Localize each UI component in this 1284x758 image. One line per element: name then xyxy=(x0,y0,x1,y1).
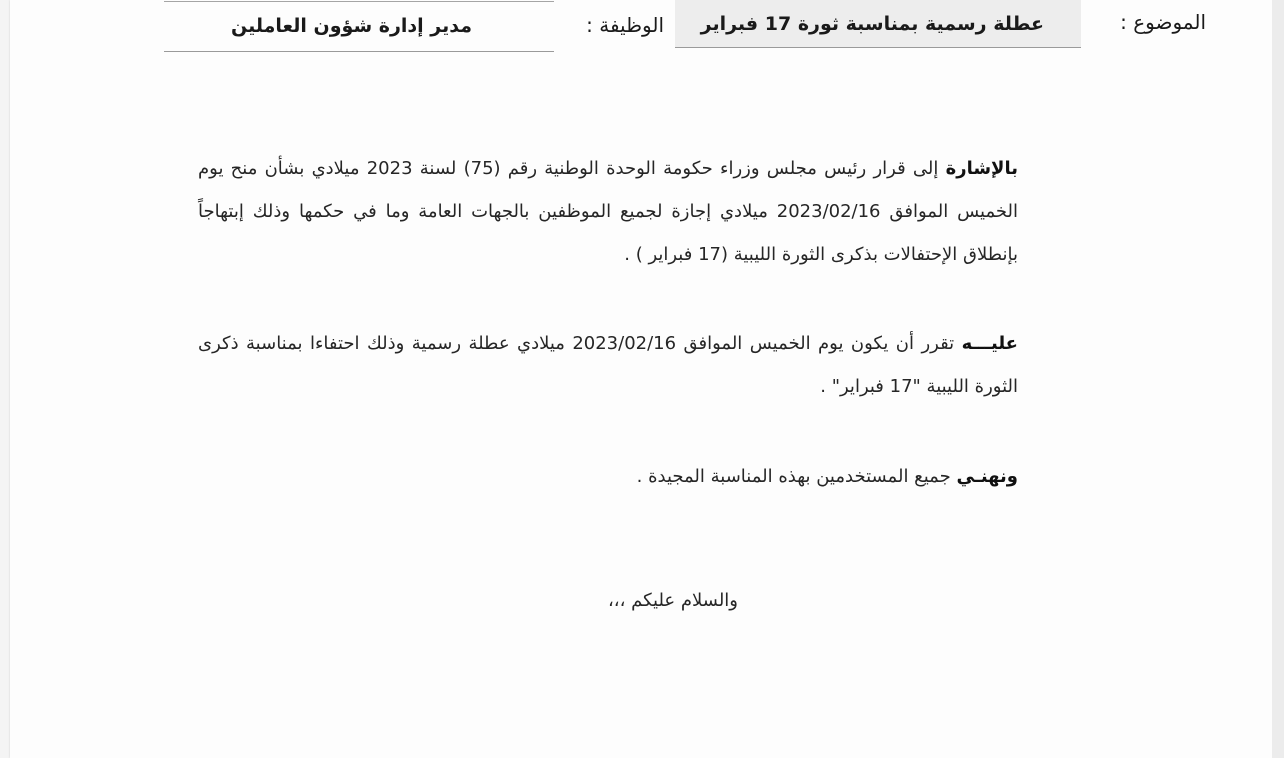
paragraph-reference xyxy=(198,147,1018,276)
job-label: الوظيفة : xyxy=(586,13,664,37)
paragraph-decision xyxy=(198,322,1018,408)
paragraph-decision-lead: عليـــه xyxy=(961,333,1018,354)
closing-greeting: والسلام عليكم ،،، xyxy=(607,590,738,611)
job-value: مدير إدارة شؤون العاملين xyxy=(231,15,472,37)
page-edge xyxy=(1272,0,1284,758)
subject-label: الموضوع : xyxy=(1120,10,1206,34)
paragraph-congrats xyxy=(637,466,1018,487)
paragraph-reference-text: إلى قرار رئيس مجلس وزراء حكومة الوحدة الوطنية رقم (75) لسنة 2023 ميلادي بشأن منح يوم الخميس الموافق 2023/02/16 ميلادي إجازة لجميع الموظفين بالجهات العامة وما في حكمها وذلك إبتهاجاً بإنطلاق الإحتفالات بذكرى الثورة الليبية (17 فبراير ) . xyxy=(198,158,1018,265)
subject-value: عطلة رسمية بمناسبة ثورة 17 فبراير xyxy=(700,13,1044,35)
paragraph-decision-text: تقرر أن يكون يوم الخميس الموافق 2023/02/16 ميلادي عطلة رسمية وذلك احتفاءا بمناسبة ذكرى الثورة الليبية "17 فبراير" . xyxy=(198,333,1018,397)
paragraph-congrats-text: جميع المستخدمين بهذه المناسبة المجيدة . xyxy=(636,466,957,487)
paragraph-reference-lead: بالإشارة xyxy=(945,158,1018,179)
paragraph-congrats-lead: ونهنـي xyxy=(956,466,1018,487)
